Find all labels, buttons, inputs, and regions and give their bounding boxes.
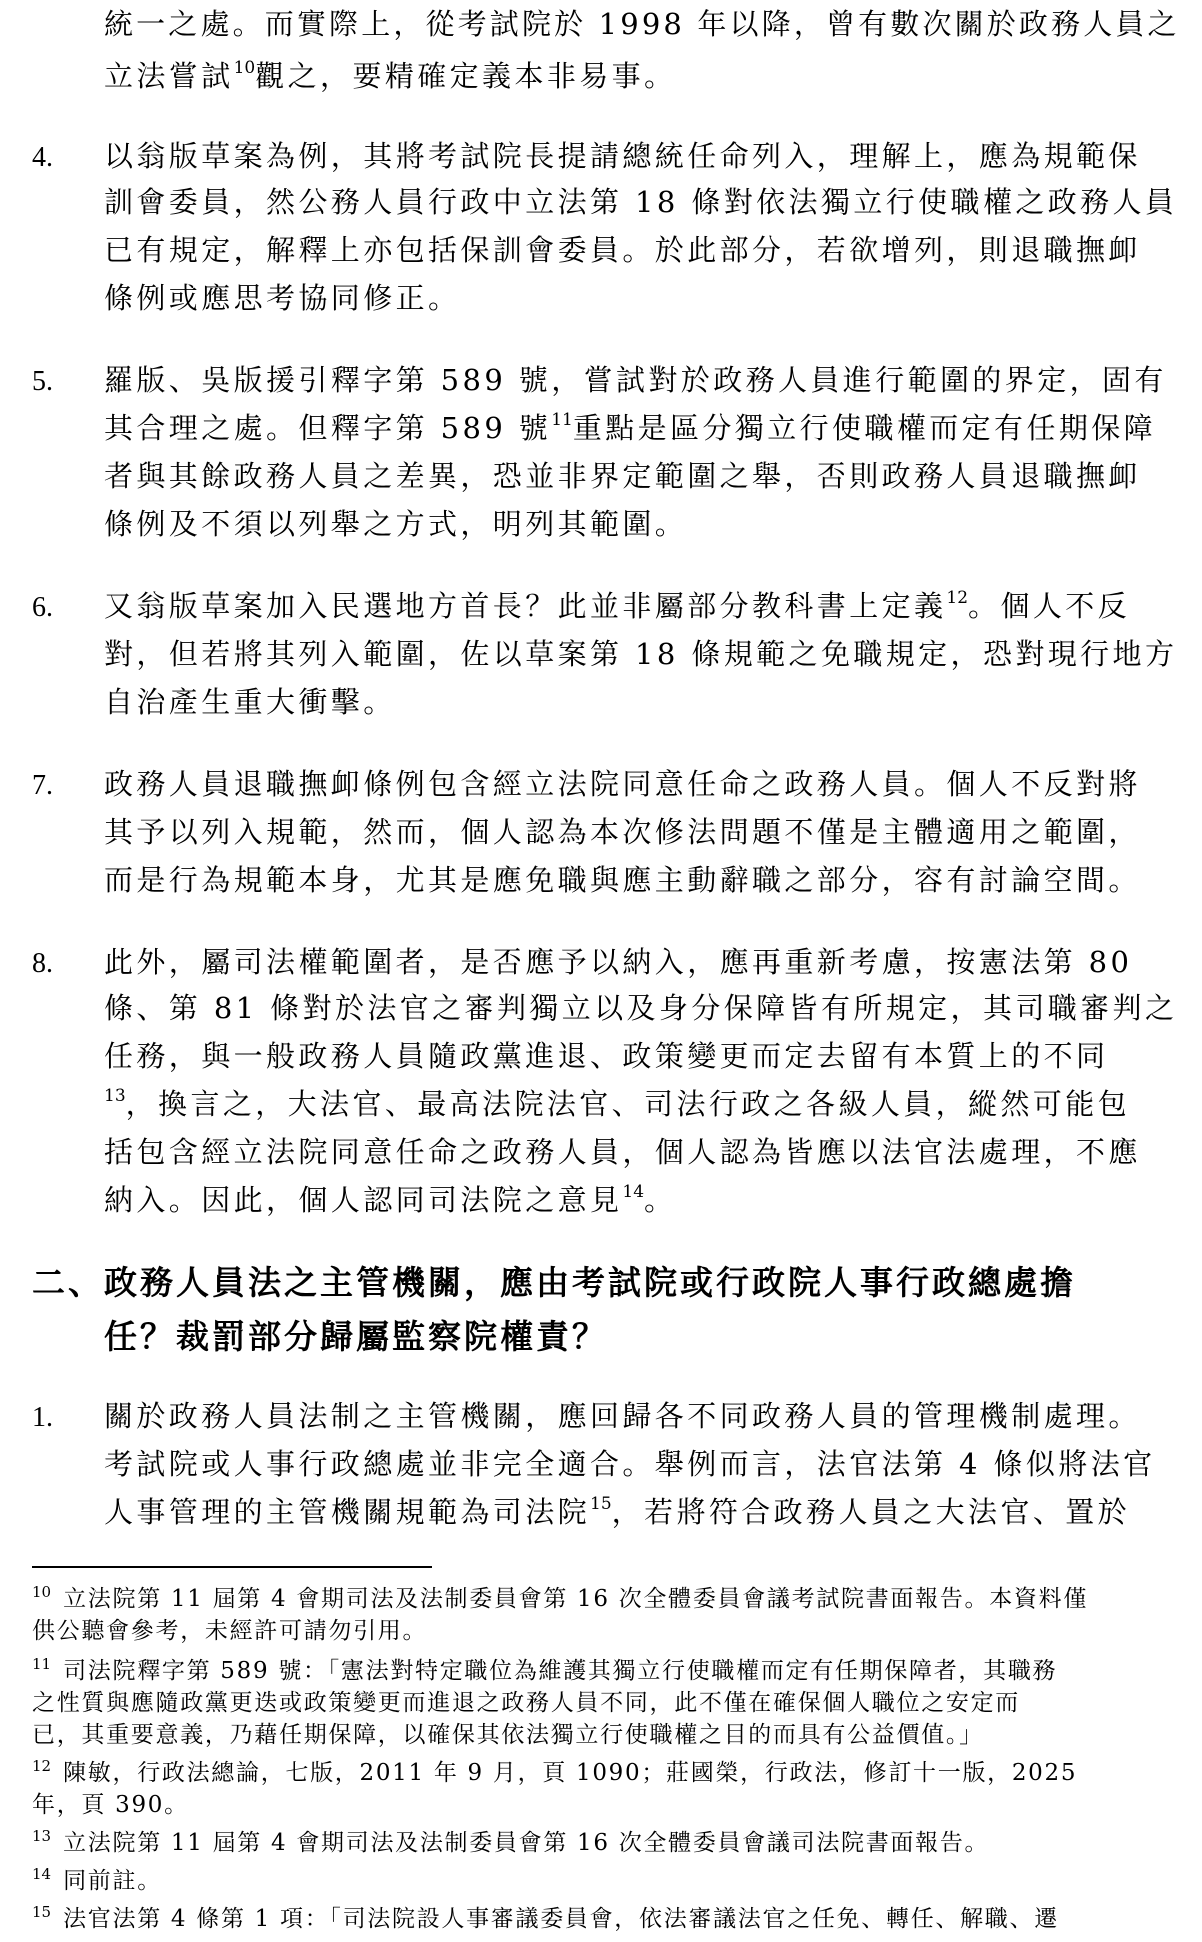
item4-line: 以翁版草案為例，其將考試院長提請總統任命列入，理解上，應為規範保 xyxy=(104,139,1141,173)
footnote: 之性質與應隨政黨更迭或政策變更而進退之政務人員不同，此不僅在確保個人職位之安定而 xyxy=(32,1690,1020,1716)
intro-line: 立法嘗試$^{10}$觀之，要精確定義本非易事。 xyxy=(104,58,677,93)
item7-line: 而是行為規範本身，尤其是應免職與應主動辭職之部分，容有討論空間。 xyxy=(104,863,1141,897)
item8-line: 條、第 81 條對於法官之審判獨立以及身分保障皆有所規定，其司職審判之 xyxy=(104,991,1178,1025)
item7-line: 其予以列入規範，然而，個人認為本次修法問題不僅是主體適用之範圍， xyxy=(104,815,1141,849)
sec2-item1-line: 考試院或人事行政總處並非完全適合。舉例而言，法官法第 4 條似將法官 xyxy=(104,1447,1156,1481)
list-number: 5. xyxy=(32,366,53,397)
item7-line: 政務人員退職撫卹條例包含經立法院同意任命之政務人員。個人不反對將 xyxy=(104,767,1141,801)
item5-line: 者與其餘政務人員之差異，恐並非界定範圍之舉，否則政務人員退職撫卹 xyxy=(104,459,1141,493)
item8-line: 此外，屬司法權範圍者，是否應予以納入，應再重新考慮，按憲法第 80 xyxy=(104,945,1133,979)
footnote: 年，頁 390。 xyxy=(32,1792,189,1818)
intro-line: 統一之處。而實際上，從考試院於 1998 年以降，曾有數次關於政務人員之 xyxy=(104,7,1180,41)
footnote-separator xyxy=(32,1566,432,1568)
section-heading: 任？裁罰部分歸屬監察院權責？ xyxy=(104,1317,608,1356)
item4-line: 已有規定，解釋上亦包括保訓會委員。於此部分，若欲增列，則退職撫卹 xyxy=(104,233,1141,267)
item4-line: 條例或應思考協同修正。 xyxy=(104,281,461,315)
list-number: 7. xyxy=(32,770,53,801)
item8-line: $^{13}$，換言之，大法官、最高法院法官、司法行政之各級人員，縱然可能包 xyxy=(104,1086,1131,1121)
list-number: 8. xyxy=(32,948,53,979)
section-heading: 二、政務人員法之主管機關，應由考試院或行政院人事行政總處擔 xyxy=(32,1263,1076,1302)
item8-line: 任務，與一般政務人員隨政黨進退、政策變更而定去留有本質上的不同 xyxy=(104,1039,1109,1073)
footnote-ref[interactable]: 11 xyxy=(551,410,573,430)
footnote-ref[interactable]: 14 xyxy=(622,1182,645,1202)
footnote: 供公聽會參考，未經許可請勿引用。 xyxy=(32,1618,428,1644)
list-number: 4. xyxy=(32,142,53,173)
footnote: $^{11}$ 司法院釋字第 589 號：「憲法對特定職位為維護其獨立行使職權而定有任期保障者，其職務 xyxy=(32,1655,1058,1684)
item8-line: 括包含經立法院同意任命之政務人員，個人認為皆應以法官法處理，不應 xyxy=(104,1135,1141,1169)
item5-line: 其合理之處。但釋字第 589 號$^{11}$重點是區分獨立行使職權而定有任期保障 xyxy=(104,410,1157,445)
footnote-ref[interactable]: 15 xyxy=(590,1494,612,1514)
list-number: 6. xyxy=(32,592,53,623)
sec2-item1-line: 關於政務人員法制之主管機關，應回歸各不同政務人員的管理機制處理。 xyxy=(104,1399,1141,1433)
item6-line: 又翁版草案加入民選地方首長？此並非屬部分教科書上定義$^{12}$。個人不反 xyxy=(104,588,1131,623)
item5-line: 羅版、吳版援引釋字第 589 號，嘗試對於政務人員進行範圍的界定，固有 xyxy=(104,363,1167,397)
footnote: $^{10}$ 立法院第 11 屆第 4 會期司法及法制委員會第 16 次全體委員會議考試院書面報告。本資料僅 xyxy=(32,1583,1089,1612)
footnote: $^{12}$ 陳敏，行政法總論，七版，2011 年 9 月，頁 1090；莊國榮，行政法，修訂十一版，2025 xyxy=(32,1757,1078,1786)
footnote: $^{13}$ 立法院第 11 屆第 4 會期司法及法制委員會第 16 次全體委員會議司法院書面報告。 xyxy=(32,1827,990,1856)
list-number: 1. xyxy=(32,1402,53,1433)
footnote-ref[interactable]: 12 xyxy=(946,588,969,608)
footnote: 已，其重要意義，乃藉任期保障，以確保其依法獨立行使職權之目的而具有公益價值。」 xyxy=(32,1722,984,1748)
item6-line: 對，但若將其列入範圍，佐以草案第 18 條規範之免職規定，恐對現行地方 xyxy=(104,637,1178,671)
item4-line: 訓會委員，然公務人員行政中立法第 18 條對依法獨立行使職權之政務人員 xyxy=(104,185,1178,219)
item8-line: 納入。因此，個人認同司法院之意見$^{14}$。 xyxy=(104,1182,677,1217)
footnote-ref[interactable]: 10 xyxy=(233,58,256,78)
item6-line: 自治產生重大衝擊。 xyxy=(104,685,396,719)
item5-line: 條例及不須以列舉之方式，明列其範圍。 xyxy=(104,507,688,541)
footnote: $^{15}$ 法官法第 4 條第 1 項：「司法院設人事審議委員會，依法審議法官之任免、轉任、解職、遷 xyxy=(32,1903,1059,1932)
footnote: $^{14}$ 同前註。 xyxy=(32,1865,162,1894)
footnote-ref[interactable]: 13 xyxy=(104,1086,126,1106)
sec2-item1-line: 人事管理的主管機關規範為司法院$^{15}$，若將符合政務人員之大法官、置於 xyxy=(104,1494,1131,1529)
